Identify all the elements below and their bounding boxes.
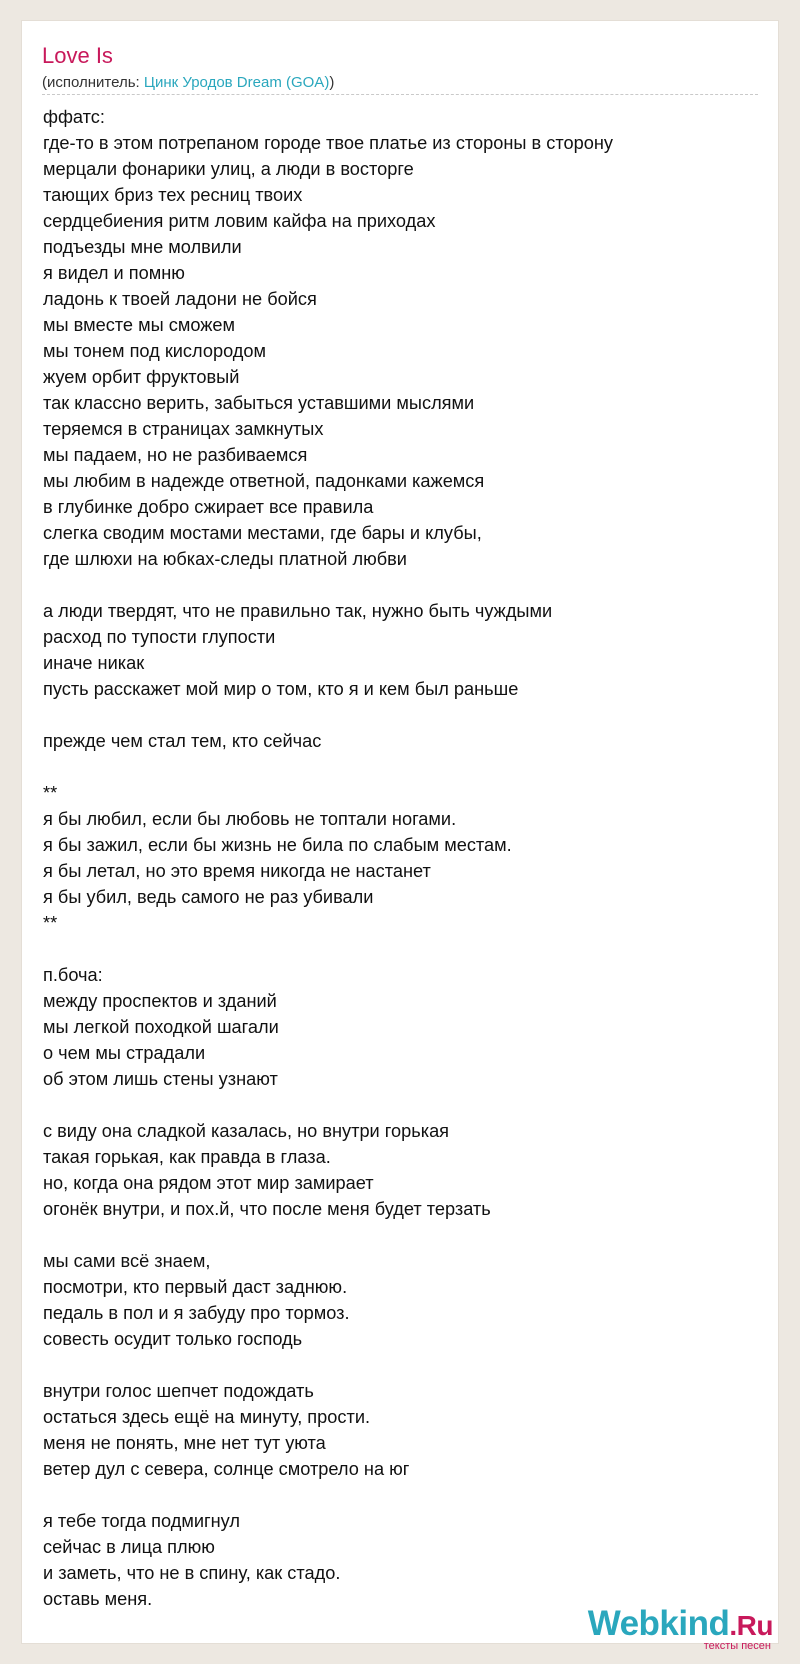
watermark-tld: .Ru <box>729 1610 773 1641</box>
lyrics-text: ффатс: где-то в этом потрепаном городе твое платье из стороны в сторону мерцали фонарики улиц, а люди в восторге тающих бриз тех ресниц твоих сердцебиения ритм ловим кайфа на приходах подъезды мне молвили я видел и помню ладонь к твоей ладони не бойся мы вместе мы сможем мы тонем под кислородом жуем орбит фруктовый так классно верить, забыться уставшими мыслями теряемся в страницах замкнутых мы падаем, но не разбиваемся мы любим в надежде ответной, падонками кажемся в глубинке добро сжирает все правила слегка сводим мостами местами, где бары и клубы, где шлюхи на юбках-следы платной любви а люди твердят, что не правильно так, нужно быть чуждыми расход по тупости глупости иначе никак пусть расскажет мой мир о том, кто я и кем был раньше прежде чем стал тем, кто сейчас ** я бы любил, если бы любовь не топтали ногами. я бы зажил, если бы жизнь не била по слабым местам. я бы летал, но это время никогда не настанет я бы убил, ведь самого не раз убивали ** п.боча: между проспектов и зданий мы легкой походкой шагали о чем мы страдали об этом лишь стены узнают с виду она сладкой казалась, но внутри горькая такая горькая, как правда в глаза. но, когда она рядом этот мир замирает огонёк внутри, и пох.й, что после меня будет терзать мы сами всё знаем, посмотри, кто первый даст заднюю. педаль в пол и я забуду про тормоз. совесть осудит только господь внутри голос шепчет подождать остаться здесь ещё на минуту, прости. меня не понять, мне нет тут уюта ветер дул с севера, солнце смотрело на юг я тебе тогда подмигнул сейчас в лица плюю и заметь, что не в спину, как стадо. оставь меня. <box>43 107 613 1609</box>
watermark-logo <box>588 1606 773 1644</box>
artist-link[interactable]: Цинк Уродов Dream (GOA) <box>143 74 330 91</box>
watermark-brand: Webkind <box>587 1604 730 1643</box>
song-title: Love Is <box>42 43 113 68</box>
site-watermark <box>588 1606 773 1652</box>
artist-line <box>42 74 334 92</box>
lyrics-card <box>21 20 779 1644</box>
artist-prefix: (исполнитель: <box>42 74 144 91</box>
title-divider <box>42 94 758 95</box>
artist-suffix: ) <box>329 74 335 91</box>
watermark-subtitle: тексты песен <box>703 1640 771 1652</box>
